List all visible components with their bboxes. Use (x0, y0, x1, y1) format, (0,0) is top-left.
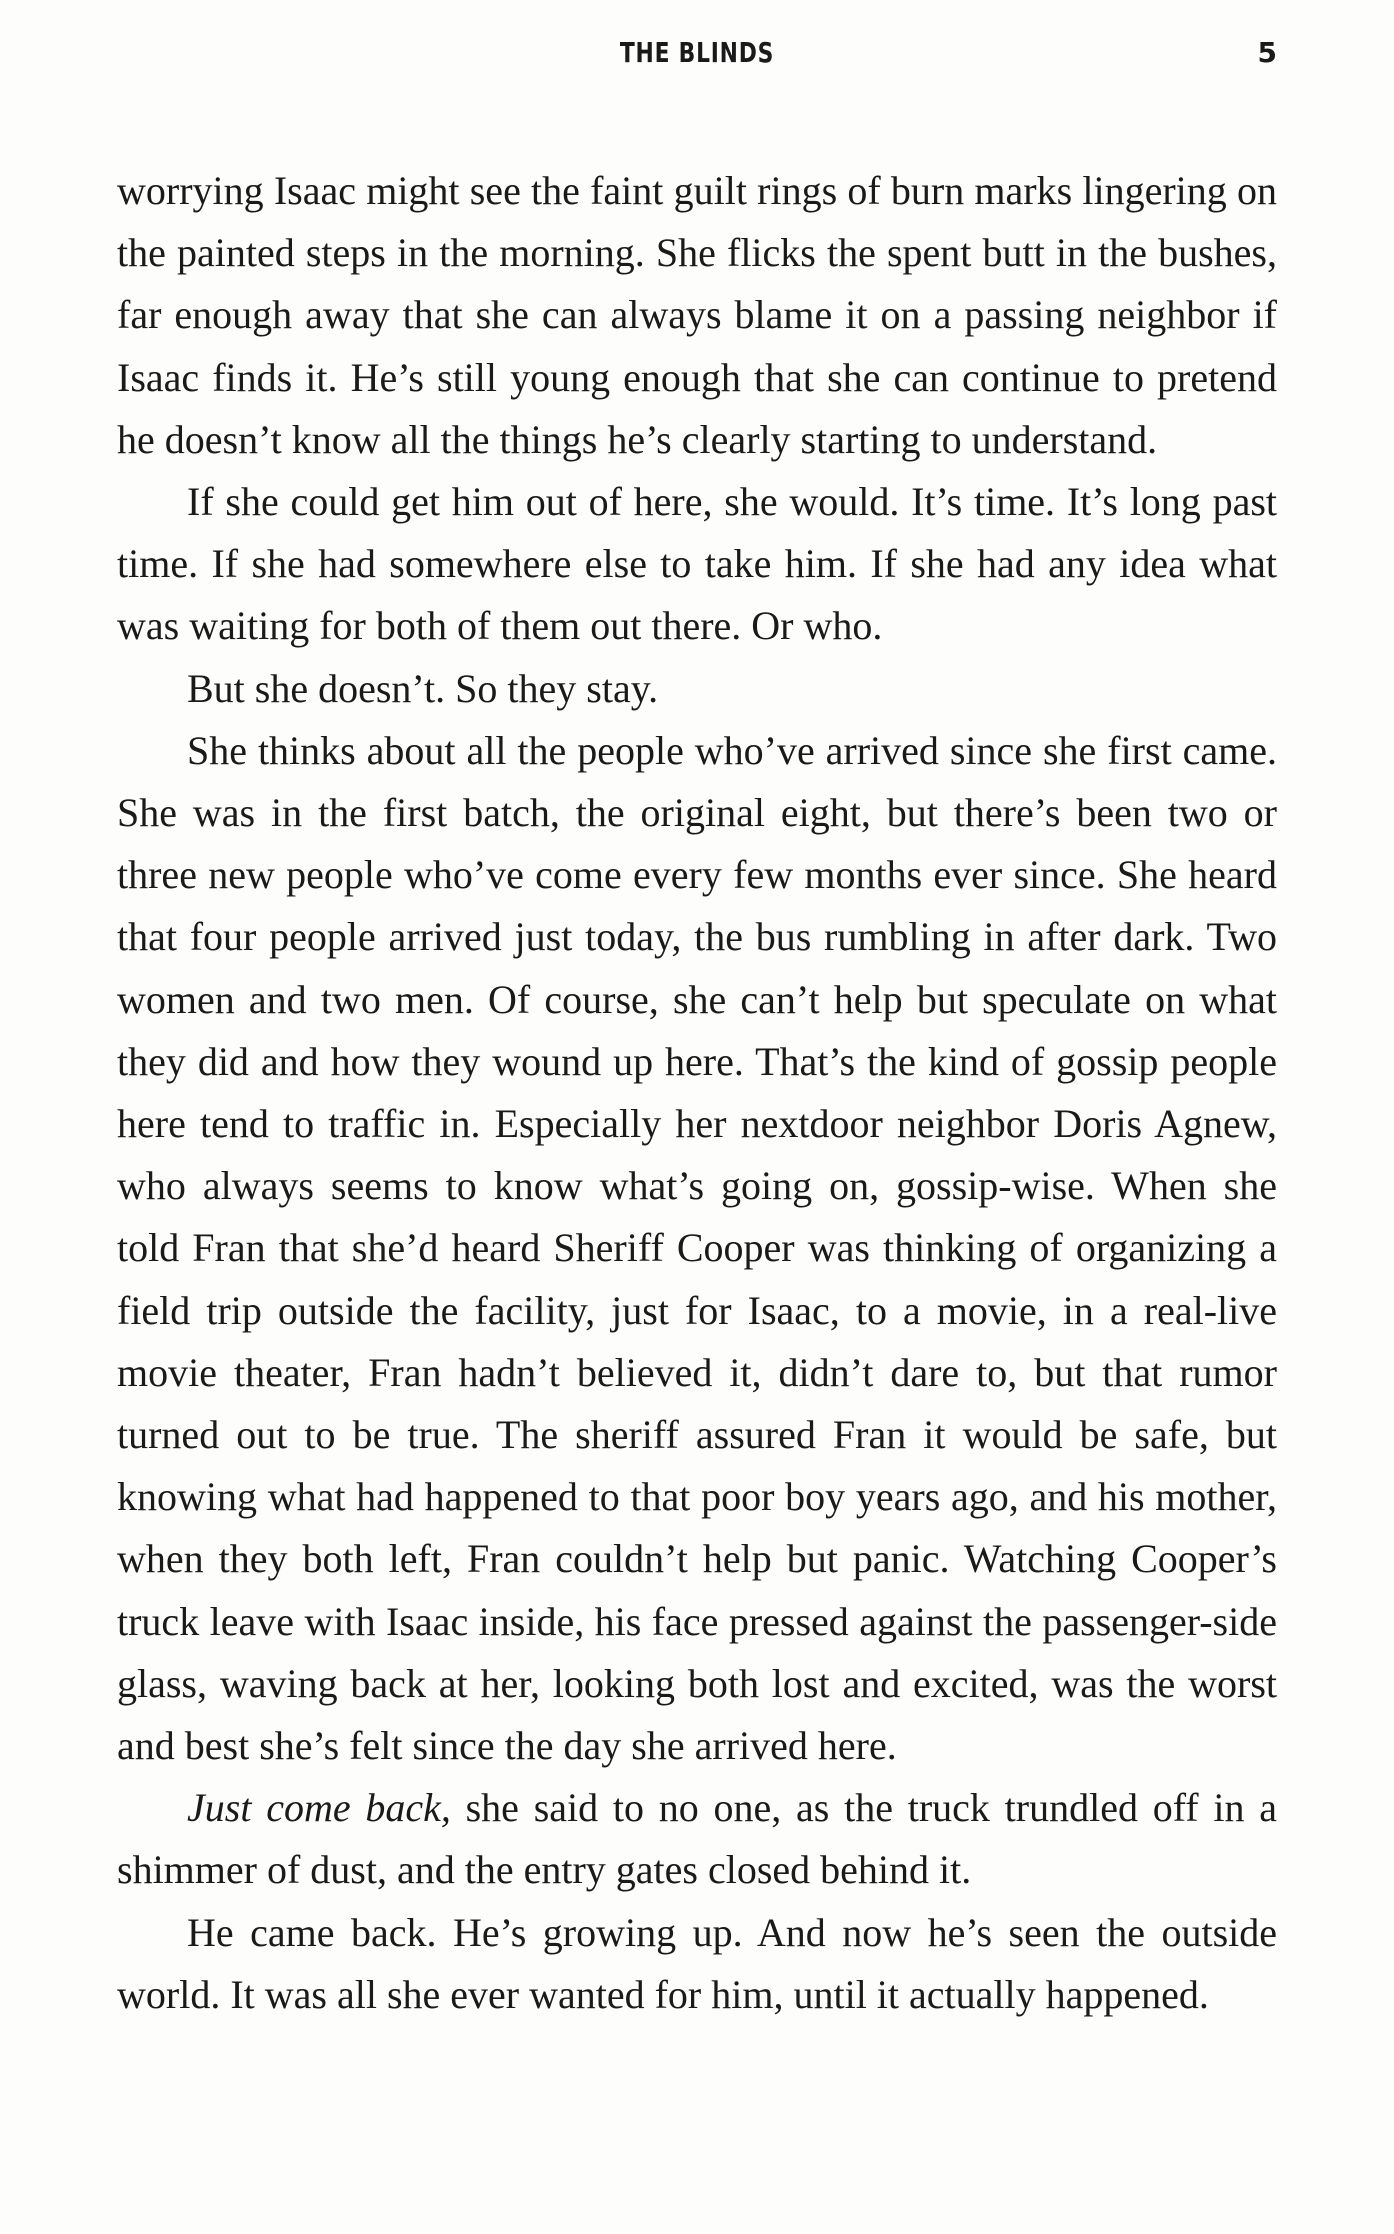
running-head (117, 36, 1277, 76)
italic-phrase: Just come back, (187, 1785, 451, 1831)
paragraph-5-text: she said to no one, as the truck trundled off in a shimmer of dust, and the entry gates closed behind it. (117, 1785, 1277, 1893)
paragraph-1: worrying Isaac might see the faint guilt rings of burn marks lingering on the painted steps in the morning. She flicks the spent butt in the bushes, far enough away that she can always blame it on a passing neighbor if Isaac finds it. He’s still young enough that she can continue to pretend he doesn’t know all the things he’s clearly starting to understand. (117, 168, 1277, 462)
paragraph-5 (117, 1777, 1277, 1901)
paragraph-4: She thinks about all the people who’ve arrived since she first came. She was in the first batch, the original eight, but there’s been two or three new people who’ve come every few months ever since. She heard that four people arrived just today, the bus rumbling in after dark. Two women and two men. Of course, she can’t help but speculate on what they did and how they wound up here. That’s the kind of gossip people here tend to traffic in. Especially her nextdoor neighbor Doris Agnew, who always seems to know what’s going on, gossip-wise. When she told Fran that she’d heard Sheriff Cooper was thinking of organizing a field trip outside the facility, just for Isaac, to a movie, in a real-live movie theater, Fran hadn’t believed it, didn’t dare to, but that rumor turned out to be true. The sheriff assured Fran it would be safe, but knowing what had happened to that poor boy years ago, and his mother, when they both left, Fran couldn’t help but panic. Watching Cooper’s truck leave with Isaac inside, his face pressed against the passenger-side glass, waving back at her, looking both lost and excited, was the worst and best she’s felt since the day she arrived here. (117, 727, 1277, 1769)
paragraph-3: But she doesn’t. So they stay. (187, 665, 659, 711)
running-title: THE BLINDS (619, 36, 775, 69)
paragraph-2: If she could get him out of here, she would. It’s time. It’s long past time. If she had somewhere else to take him. If she had any idea what was waiting for both of them out there. Or who. (117, 479, 1277, 649)
paragraph-6: He came back. He’s growing up. And now he’s seen the outside world. It was all she ever wanted for him, until it actually happened. (117, 1909, 1277, 2017)
page-number: 5 (1257, 36, 1277, 69)
body-text (117, 160, 1277, 2026)
